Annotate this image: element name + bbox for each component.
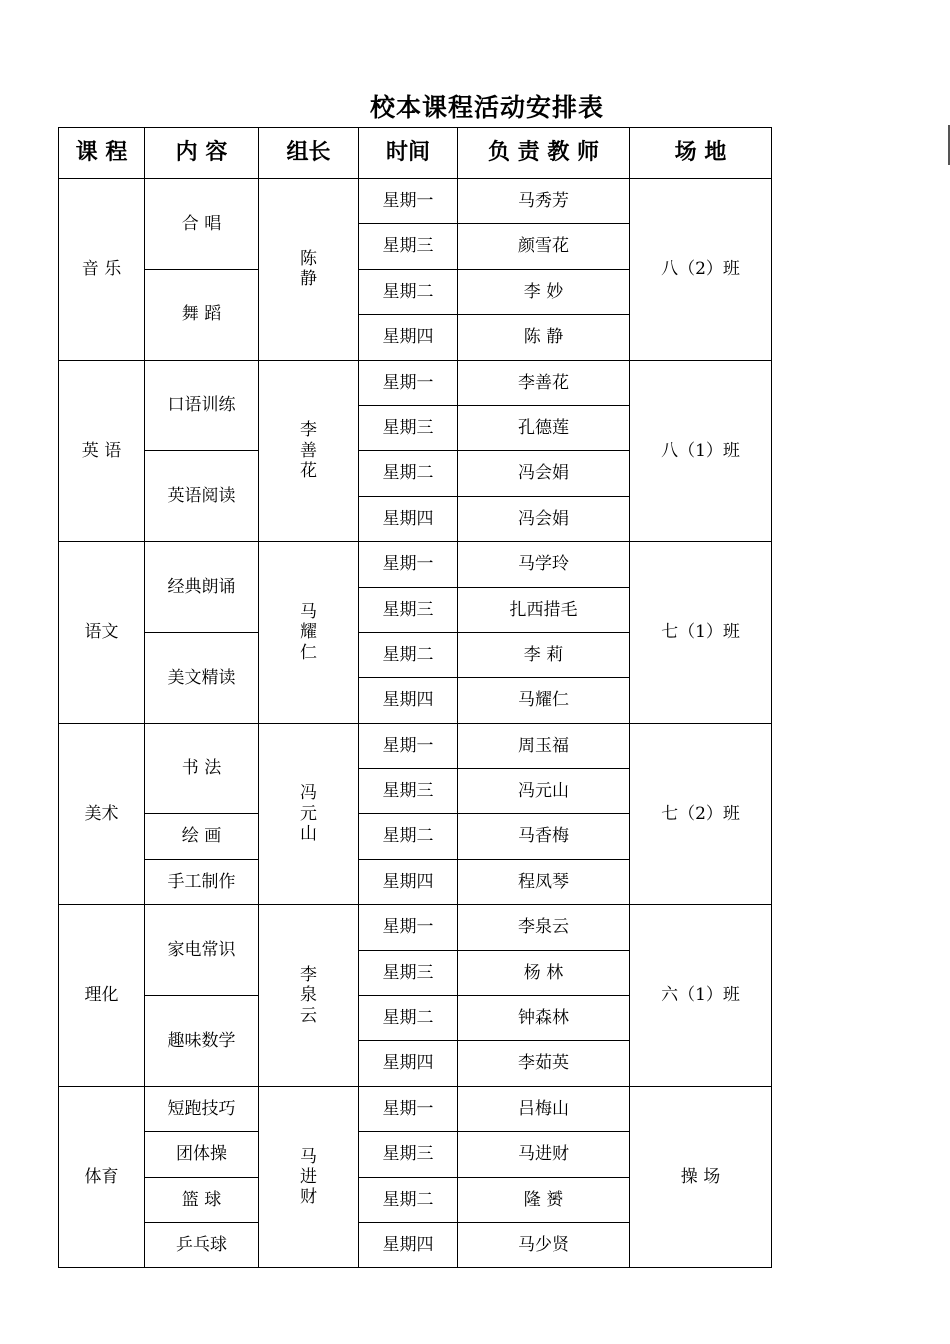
time-cell: 星期二	[359, 451, 458, 496]
content-cell: 篮 球	[145, 1177, 259, 1222]
time-cell: 星期二	[359, 814, 458, 859]
time-cell: 星期四	[359, 678, 458, 723]
teacher-cell: 颜雪花	[458, 224, 630, 269]
teacher-cell: 李 妙	[458, 269, 630, 314]
header-course: 课 程	[59, 128, 145, 179]
teacher-cell: 冯元山	[458, 769, 630, 814]
teacher-cell: 马秀芳	[458, 179, 630, 224]
teacher-cell: 马进财	[458, 1132, 630, 1177]
time-cell: 星期四	[359, 859, 458, 904]
course-cell: 理化	[59, 905, 145, 1087]
time-cell: 星期一	[359, 905, 458, 950]
content-cell: 短跑技巧	[145, 1086, 259, 1131]
table-row	[59, 179, 772, 224]
time-cell: 星期三	[359, 224, 458, 269]
header-content: 内 容	[145, 128, 259, 179]
teacher-cell: 钟森林	[458, 996, 630, 1041]
content-cell: 乒乓球	[145, 1222, 259, 1267]
teacher-cell: 扎西措毛	[458, 587, 630, 632]
teacher-cell: 陈 静	[458, 315, 630, 360]
teacher-cell: 隆 赟	[458, 1177, 630, 1222]
venue-cell: 操 场	[630, 1086, 772, 1268]
time-cell: 星期四	[359, 496, 458, 541]
teacher-cell: 马少贤	[458, 1222, 630, 1267]
table-row	[59, 723, 772, 768]
content-cell: 舞 蹈	[145, 269, 259, 360]
leader-cell: 马 耀 仁	[259, 542, 359, 724]
teacher-cell: 周玉福	[458, 723, 630, 768]
content-cell: 趣味数学	[145, 996, 259, 1087]
schedule-body	[59, 179, 772, 1268]
content-cell: 书 法	[145, 723, 259, 814]
time-cell: 星期二	[359, 1177, 458, 1222]
content-cell: 绘 画	[145, 814, 259, 859]
time-cell: 星期四	[359, 315, 458, 360]
course-cell: 英 语	[59, 360, 145, 542]
leader-cell: 马 进 财	[259, 1086, 359, 1268]
header-leader: 组长	[259, 128, 359, 179]
time-cell: 星期二	[359, 996, 458, 1041]
table-row	[59, 905, 772, 950]
teacher-cell: 吕梅山	[458, 1086, 630, 1131]
time-cell: 星期二	[359, 269, 458, 314]
teacher-cell: 马香梅	[458, 814, 630, 859]
time-cell: 星期三	[359, 950, 458, 995]
time-cell: 星期一	[359, 723, 458, 768]
leader-cell: 李 善 花	[259, 360, 359, 542]
leader-cell: 李 泉 云	[259, 905, 359, 1087]
course-cell: 体育	[59, 1086, 145, 1268]
teacher-cell: 李善花	[458, 360, 630, 405]
table-row	[59, 360, 772, 405]
leader-cell: 陈 静	[259, 179, 359, 361]
time-cell: 星期三	[359, 769, 458, 814]
leader-cell: 冯 元 山	[259, 723, 359, 905]
time-cell: 星期一	[359, 179, 458, 224]
time-cell: 星期一	[359, 360, 458, 405]
teacher-cell: 冯会娟	[458, 496, 630, 541]
time-cell: 星期一	[359, 542, 458, 587]
content-cell: 英语阅读	[145, 451, 259, 542]
content-cell: 美文精读	[145, 632, 259, 723]
teacher-cell: 杨 林	[458, 950, 630, 995]
venue-cell: 八（1）班	[630, 360, 772, 542]
table-row	[59, 542, 772, 587]
course-cell: 音 乐	[59, 179, 145, 361]
teacher-cell: 冯会娟	[458, 451, 630, 496]
content-cell: 团体操	[145, 1132, 259, 1177]
header-time: 时间	[359, 128, 458, 179]
header-row	[59, 128, 772, 179]
content-cell: 合 唱	[145, 179, 259, 270]
time-cell: 星期一	[359, 1086, 458, 1131]
content-cell: 家电常识	[145, 905, 259, 996]
teacher-cell: 孔德莲	[458, 405, 630, 450]
teacher-cell: 李 莉	[458, 632, 630, 677]
course-cell: 美术	[59, 723, 145, 905]
time-cell: 星期二	[359, 632, 458, 677]
venue-cell: 八（2）班	[630, 179, 772, 361]
header-teacher: 负 责 教 师	[458, 128, 630, 179]
teacher-cell: 李茹英	[458, 1041, 630, 1086]
schedule-table	[58, 127, 772, 1268]
venue-cell: 七（1）班	[630, 542, 772, 724]
venue-cell: 六（1）班	[630, 905, 772, 1087]
time-cell: 星期四	[359, 1222, 458, 1267]
time-cell: 星期三	[359, 405, 458, 450]
teacher-cell: 马耀仁	[458, 678, 630, 723]
teacher-cell: 马学玲	[458, 542, 630, 587]
page-title: 校本课程活动安排表	[369, 93, 604, 122]
time-cell: 星期三	[359, 587, 458, 632]
teacher-cell: 程凤琴	[458, 859, 630, 904]
teacher-cell: 李泉云	[458, 905, 630, 950]
venue-cell: 七（2）班	[630, 723, 772, 905]
table-row	[59, 1086, 772, 1131]
time-cell: 星期三	[359, 1132, 458, 1177]
time-cell: 星期四	[359, 1041, 458, 1086]
course-cell: 语文	[59, 542, 145, 724]
content-cell: 口语训练	[145, 360, 259, 451]
content-cell: 经典朗诵	[145, 542, 259, 633]
content-cell: 手工制作	[145, 859, 259, 904]
header-venue: 场 地	[630, 128, 772, 179]
